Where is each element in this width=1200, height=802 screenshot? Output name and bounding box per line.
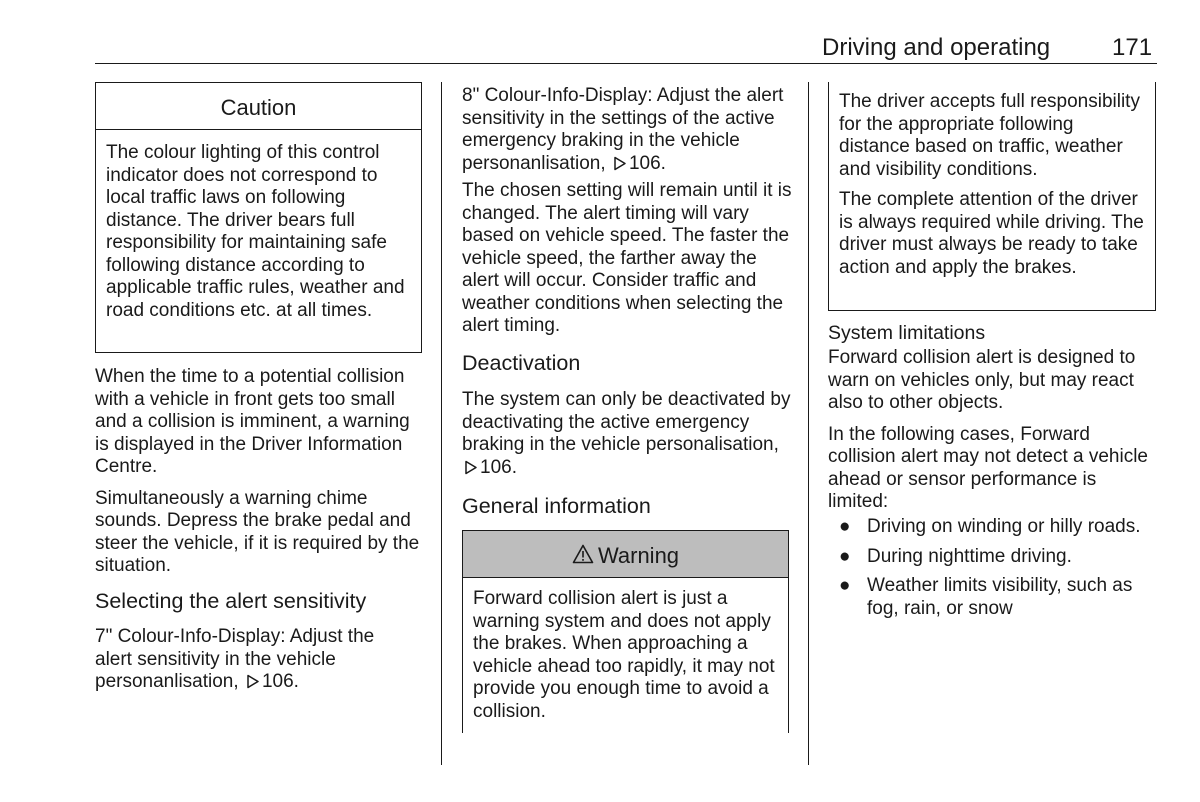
paragraph-collision-warning: When the time to a potential collision with a vehicle in front gets too small and a collision is imminent, a warning is displayed in the Driver Information Centre. [95, 366, 410, 477]
paragraph-limitations-cases: In the following cases, Forward collision alert may not detect a vehicle ahead or sensor performance is limited: [828, 423, 1148, 512]
header-rule [95, 63, 1157, 64]
limitations-bullet-list [828, 516, 1160, 627]
warning-box [462, 530, 789, 733]
warning-text: Forward collision alert is just a warning system and does not apply the brakes. When approaching a vehicle ahead too rapidly, it may not provide you enough time to avoid a collision. [473, 588, 775, 722]
collision-paragraphs [95, 366, 427, 587]
page-reference-106[interactable]: 106. [628, 152, 666, 174]
list-item-text: Weather limits visibility, such as fog, rain, or snow [867, 575, 1133, 619]
heading-selecting-alert-sensitivity: Selecting the alert sensitivity [95, 589, 367, 613]
warning-heading: Warning [597, 543, 680, 568]
paragraph-warning-chime: Simultaneously a warning chime sounds. Depress the brake pedal and steer the vehicle, if it is required by the situation. [95, 487, 420, 576]
list-item [828, 575, 1160, 620]
heading-system-limitations: System limitations [828, 322, 986, 344]
page-header-title: Driving and operating [822, 34, 1051, 61]
paragraph-8in-display-text: 8" Colour-Info-Display: Adjust the alert sensitivity in the settings of the active emergency braking in the vehicle personanlisation, [462, 85, 784, 174]
warning-continued-paragraph-2: The complete attention of the driver is always required while driving. The driver must always be ready to take action and apply the brakes. [839, 189, 1144, 278]
caution-heading: Caution [96, 83, 421, 130]
page-number: 171 [1112, 34, 1153, 61]
bullet-icon: ● [839, 545, 851, 567]
warning-continued-paragraph-1: The driver accepts full responsibility for the appropriate following distance based on traffic, weather and visibility conditions. [839, 91, 1140, 180]
page-reference-icon [464, 459, 478, 482]
paragraph-7in-display [95, 626, 405, 696]
column-divider-left [441, 82, 442, 765]
list-item [828, 546, 1160, 569]
paragraph-8in-display [462, 85, 794, 177]
paragraph-deactivation [462, 389, 794, 481]
paragraph-deactivation-text: The system can only be deactivated by deactivating the active emergency braking in the vehicle personalisation, [462, 389, 791, 455]
warning-body [462, 578, 789, 733]
page-reference-106[interactable]: 106. [480, 456, 517, 478]
caution-text: The colour lighting of this control indicator does not correspond to local traffic laws on following distance. The driver bears full responsibility for maintaining safe following distance according to applicable traffic rules, weather and road conditions etc. at all times. [106, 142, 405, 321]
warning-triangle-icon [572, 532, 594, 582]
paragraph-7in-display-text: 7" Colour-Info-Display: Adjust the alert sensitivity in the vehicle personanlisation, [95, 626, 375, 692]
paragraph-limitations-design: Forward collision alert is designed to warn on vehicles only, but may react also to other objects. [828, 347, 1136, 413]
limitations-paragraphs [828, 347, 1160, 523]
caution-box [95, 82, 422, 353]
list-item-text: During nighttime driving. [867, 545, 1072, 567]
list-item [828, 516, 1160, 539]
page-reference-icon [246, 673, 260, 696]
column-divider-right [808, 82, 809, 765]
paragraph-setting-timing: The chosen setting will remain until it is changed. The alert timing will vary based on vehicle speed. The faster the vehicle speed, the farther away the alert will occur. Consider traffic and weather conditions when selecting the alert timing. [462, 180, 792, 336]
bullet-icon: ● [839, 575, 851, 596]
page-reference-106[interactable]: 106. [261, 671, 299, 692]
page-reference-icon [613, 155, 627, 178]
bullet-icon: ● [839, 516, 851, 537]
heading-general-information: General information [462, 494, 651, 518]
warning-continued-box [828, 82, 1156, 311]
warning-heading-bar [462, 530, 789, 578]
list-item-text: Driving on winding or hilly roads. [867, 516, 1141, 537]
heading-deactivation: Deactivation [462, 351, 581, 375]
